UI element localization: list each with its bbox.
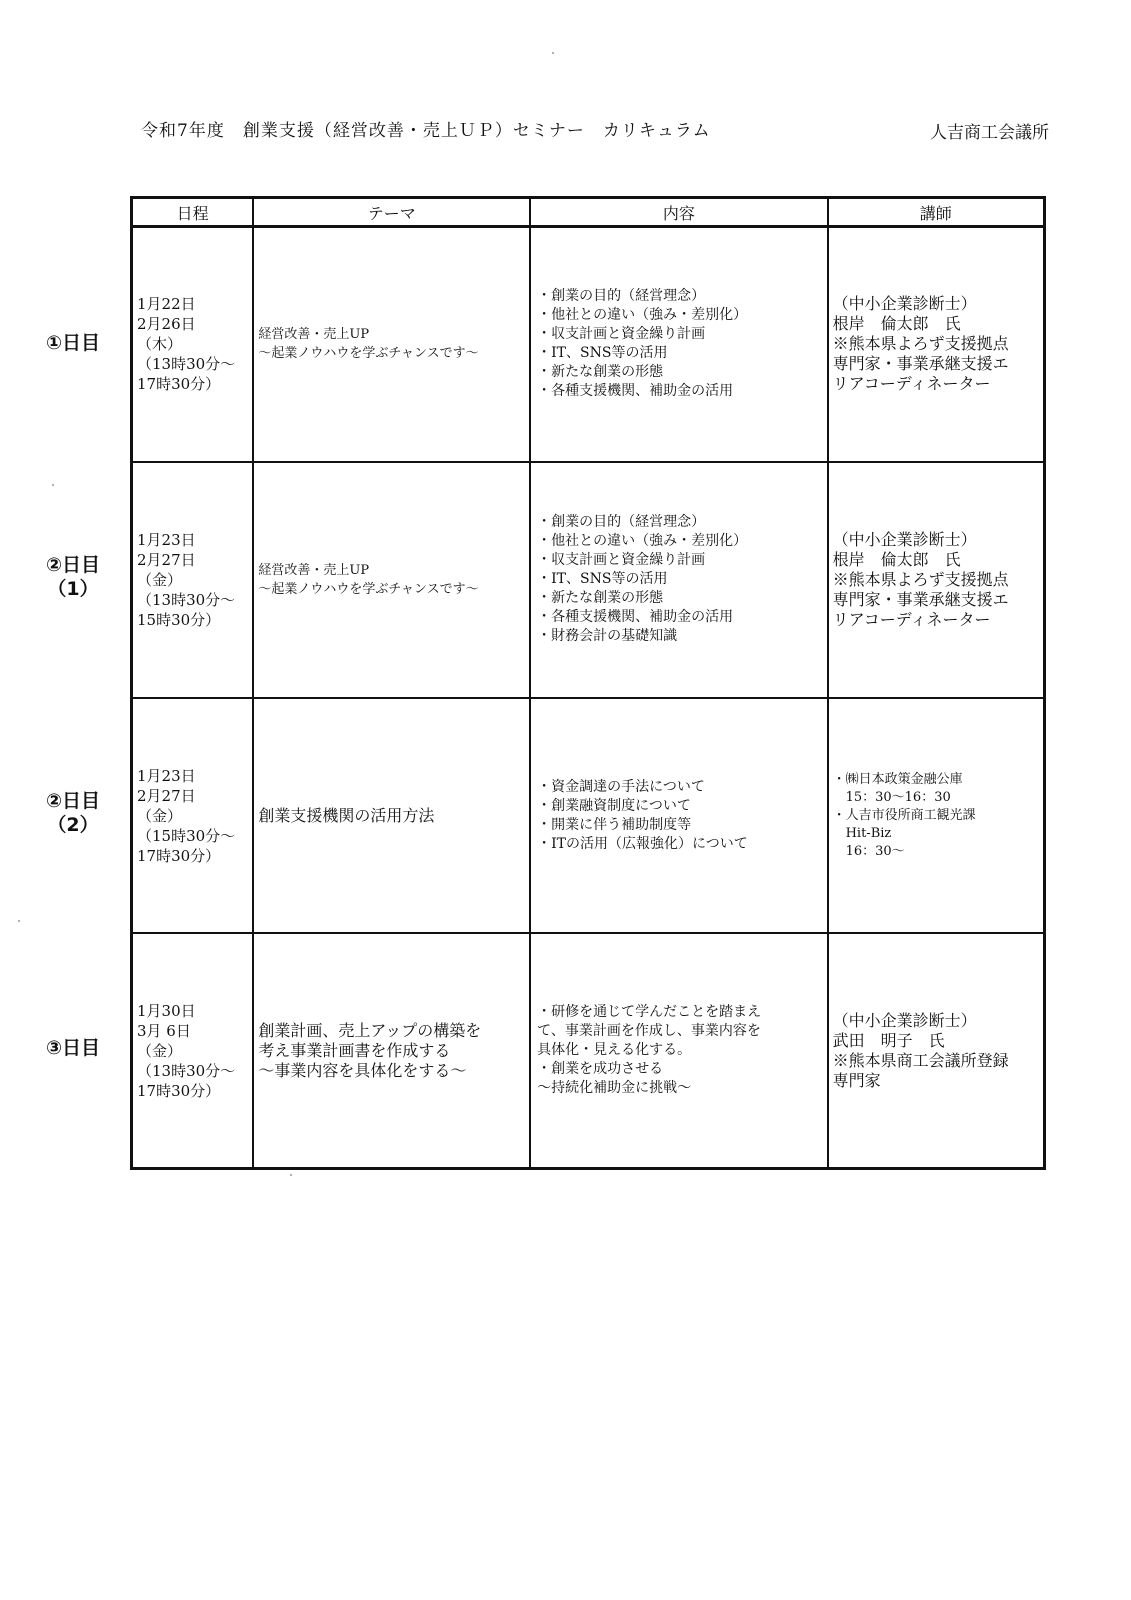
theme-cell: 経営改善・売上UP ～起業ノウハウを学ぶチャンスです～ — [253, 227, 530, 462]
schedule-cell: 1月23日 2月27日 （金） （15時30分～ 17時30分） — [132, 698, 254, 933]
table-row — [132, 933, 1045, 1168]
schedule-cell: 1月22日 2月26日 （木） （13時30分～ 17時30分） — [132, 227, 254, 462]
column-header-theme: テーマ — [253, 198, 530, 227]
organization-name: 人吉商工会議所 — [930, 123, 1049, 143]
curriculum-table — [130, 196, 1046, 1170]
lecturer-cell: （中小企業診断士） 根岸 倫太郎 氏 ※熊本県よろず支援拠点 専門家・事業承継支援エ リアコーディネーター — [828, 462, 1045, 698]
column-header-content: 内容 — [530, 198, 827, 227]
lecturer-cell: （中小企業診断士） 武田 明子 氏 ※熊本県商工会議所登録 専門家 — [828, 933, 1045, 1168]
day-label-3: ③日目 — [45, 1037, 101, 1059]
column-header-lecturer: 講師 — [828, 198, 1045, 227]
content-cell: ・資金調達の手法について ・創業融資制度について ・開業に伴う補助制度等 ・ITの活用（広報強化）について — [530, 698, 827, 933]
schedule-cell: 1月30日 3月 6日 （金） （13時30分～ 17時30分） — [132, 933, 254, 1168]
lecturer-cell: （中小企業診断士） 根岸 倫太郎 氏 ※熊本県よろず支援拠点 専門家・事業承継支援エ リアコーディネーター — [828, 227, 1045, 462]
content-cell: ・創業の目的（経営理念） ・他社との違い（強み・差別化） ・収支計画と資金繰り計画 ・IT、SNS等の活用 ・新たな創業の形態 ・各種支援機関、補助金の活用 ・財務会計の基礎知識 — [530, 462, 827, 698]
day-label-1: ①日目 — [45, 332, 101, 354]
scan-speck — [18, 920, 20, 922]
table-row — [132, 227, 1045, 462]
column-header-date: 日程 — [132, 198, 254, 227]
table-row — [132, 698, 1045, 933]
schedule-cell: 1月23日 2月27日 （金） （13時30分～ 15時30分） — [132, 462, 254, 698]
page-title: 令和7年度 創業支援（経営改善・売上ＵＰ）セミナー カリキュラム — [141, 121, 711, 141]
theme-cell: 経営改善・売上UP ～起業ノウハウを学ぶチャンスです～ — [253, 462, 530, 698]
content-cell: ・創業の目的（経営理念） ・他社との違い（強み・差別化） ・収支計画と資金繰り計画 ・IT、SNS等の活用 ・新たな創業の形態 ・各種支援機関、補助金の活用 — [530, 227, 827, 462]
content-cell: ・研修を通じて学んだことを踏まえ て、事業計画を作成し、事業内容を 具体化・見える化する。 ・創業を成功させる ～持続化補助金に挑戦～ — [530, 933, 827, 1168]
theme-cell: 創業支援機関の活用方法 — [253, 698, 530, 933]
lecturer-cell: ・㈱日本政策金融公庫 15：30～16：30 ・人吉市役所商工観光課 Hit-Biz 16：30～ — [828, 698, 1045, 933]
scan-speck — [290, 1174, 292, 1176]
day-label-2-1: ②日目 （1） — [45, 554, 101, 600]
table-row — [132, 462, 1045, 698]
scan-speck — [552, 52, 554, 54]
day-label-2-2: ②日目 （2） — [45, 790, 101, 836]
header-row — [132, 198, 1045, 227]
theme-cell: 創業計画、売上アップの構築を 考え事業計画書を作成する ～事業内容を具体化をする～ — [253, 933, 530, 1168]
scan-speck — [52, 484, 54, 486]
